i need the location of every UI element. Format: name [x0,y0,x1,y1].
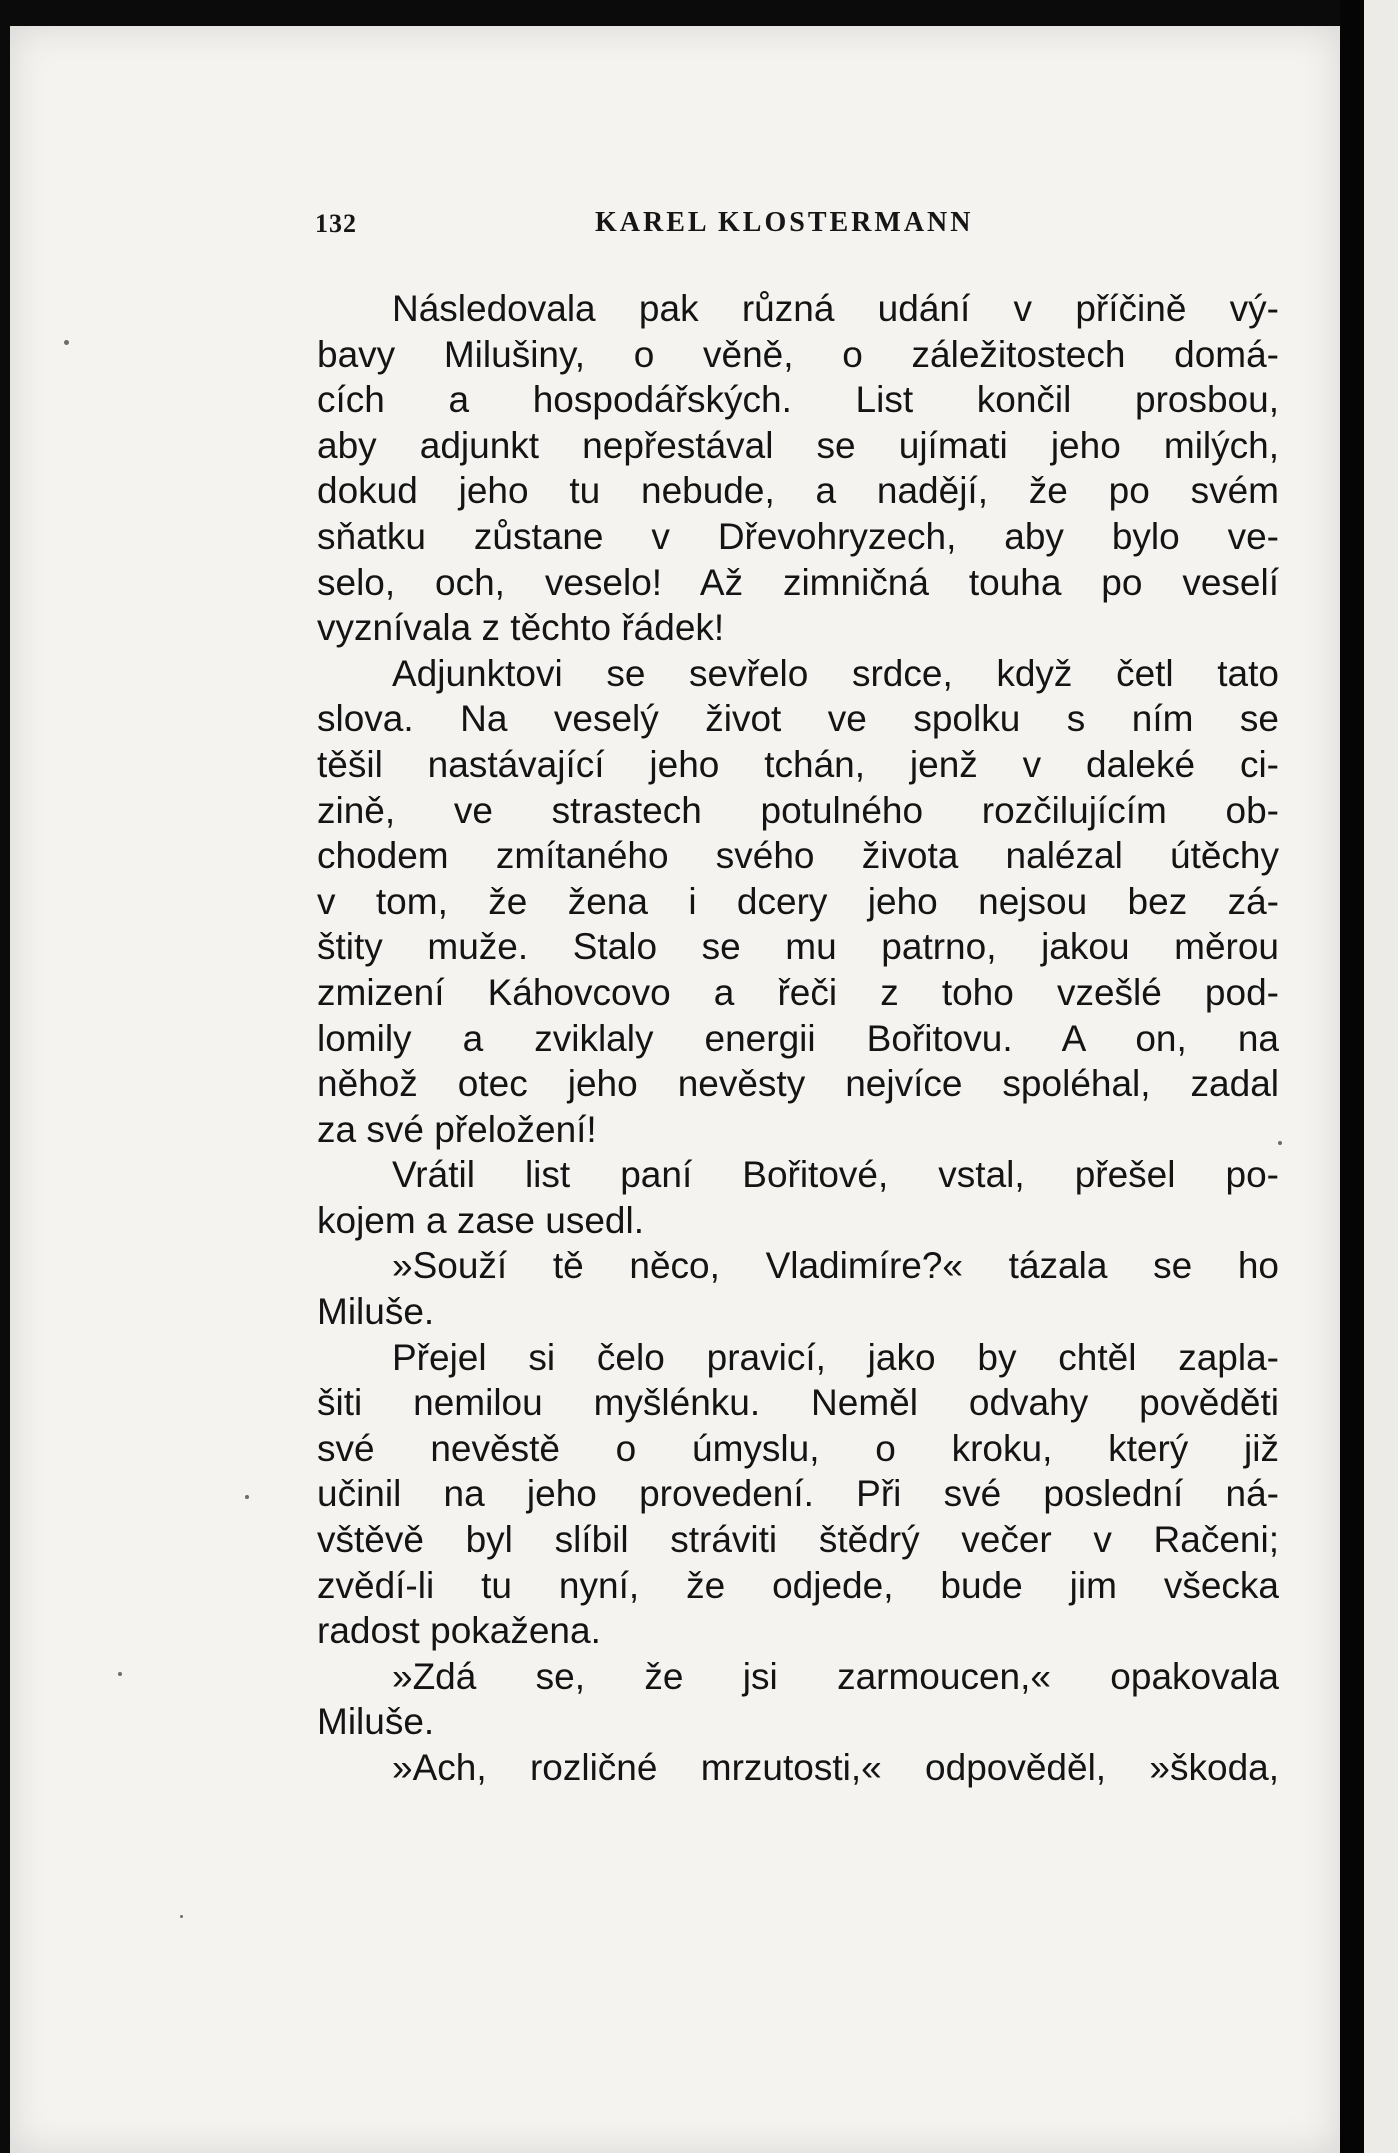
text-line: chodem zmítaného svého života nalézal útěchy [317,835,1279,877]
paper-speck [180,1915,183,1918]
text-line: Miluše. [317,1701,435,1743]
text-line: »Zdá se, že jsi zarmoucen,« opakovala [392,1655,1279,1697]
text-line: Adjunktovi se sevřelo srdce, když četl tato [392,652,1279,694]
text-line: učinil na jeho provedení. Při své poslední ná- [317,1473,1279,1515]
text-line: v tom, že žena i dcery jeho nejsou bez zá- [317,880,1279,922]
page-gutter-shadow [1340,0,1364,2153]
text-line: zvědí-li tu nyní, že odjede, bude jim všecka [317,1564,1279,1606]
text-line: vyznívala z těchto řádek! [317,607,725,649]
text-line: něhož otec jeho nevěsty nejvíce spoléhal, zadal [317,1063,1279,1105]
paper-speck [64,340,69,345]
running-title: KAREL KLOSTERMANN [595,207,974,238]
page-number: 132 [315,209,357,238]
text-line: aby adjunkt nepřestával se ujímati jeho milých, [317,424,1279,466]
text-line: Následovala pak různá udání v příčině vý- [392,288,1279,329]
text-line: »Ach, rozličné mrzutosti,« odpověděl, »škoda, [392,1747,1279,1788]
text-line: těšil nastávající jeho tchán, jenž v daleké ci- [317,743,1279,785]
text-line: své nevěstě o úmyslu, o kroku, který již [317,1427,1279,1469]
body-text [317,286,1279,1791]
text-line: štity muže. Stalo se mu patrno, jakou měrou [317,926,1279,968]
text-line: slova. Na veselý život ve spolku s ním se [317,698,1279,740]
text-line: dokud jeho tu nebude, a nadějí, že po svém [317,470,1279,512]
text-line: vštěvě byl slíbil stráviti štědrý večer v Račeni; [317,1519,1279,1561]
text-line: zmizení Káhovcovo a řeči z toho vzešlé pod- [317,971,1279,1013]
text-line: lomily a zviklaly energii Bořitovu. A on, na [317,1017,1279,1059]
text-line: cích a hospodářských. List končil prosbou, [317,379,1279,421]
text-line: radost pokažena. [317,1610,601,1652]
text-line: za své přeložení! [317,1108,597,1150]
adjacent-page-edge [1364,0,1398,2153]
text-line: sňatku zůstane v Dřevohryzech, aby bylo ve- [317,515,1279,557]
paper-speck [118,1672,122,1676]
text-line: Miluše. [317,1291,435,1333]
text-line: selo, och, veselo! Až zimničná touha po veselí [317,561,1279,603]
text-line: bavy Milušiny, o věně, o záležitostech domá- [317,333,1279,375]
text-line: Vrátil list paní Bořitové, vstal, přešel po- [392,1154,1279,1196]
text-line: zině, ve strastech potulného rozčilujícím ob- [317,789,1279,831]
paper-speck [245,1495,249,1499]
running-header [305,205,1285,245]
text-line: šiti nemilou myšlénku. Neměl odvahy pověděti [317,1382,1279,1424]
text-line: »Souží tě něco, Vladimíre?« tázala se ho [392,1245,1279,1287]
text-line: Přejel si čelo pravicí, jako by chtěl zapla- [392,1336,1279,1378]
text-line: kojem a zase usedl. [317,1199,645,1241]
